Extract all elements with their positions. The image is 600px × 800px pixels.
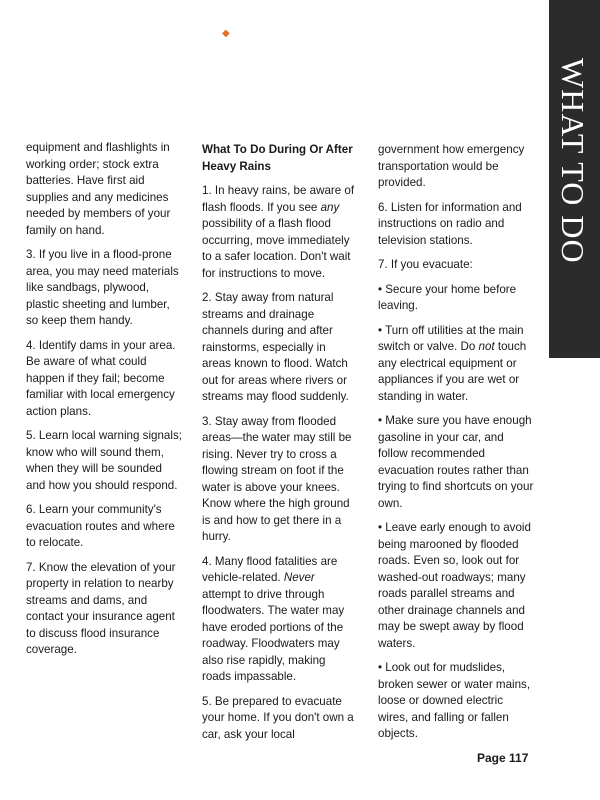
paragraph: 7. Know the elevation of your property in relation to nearby streams and dams, and contact your insurance agent to discuss flood insurance coverage. [26, 560, 176, 656]
section-tab-label: WHAT TO DO [555, 58, 591, 264]
emphasis: Never [283, 571, 315, 584]
paragraph: 4. Identify dams in your area. Be aware of what could happen if they fail; become familiar with local emergency action plans. [26, 338, 176, 418]
scan-mark: ◆ [222, 28, 230, 39]
text-run: • Turn off utilities at the main switch or valve. Do [378, 323, 524, 353]
text-run: 4. Many flood fatalities are vehicle-related. [202, 554, 338, 584]
emphasis: not [478, 340, 495, 353]
paragraph: government how emergency transportation would be provided. [378, 143, 525, 189]
text-run: attempt to drive through floodwaters. The water may have eroded portions of the roadway. Floodwaters may also rise rapidly, making roads impassable. [202, 587, 345, 683]
bullet-item: • Secure your home before leaving. [378, 282, 517, 312]
text-run: 1. In heavy rains, be aware of flash floods. If you see [202, 184, 355, 214]
bullet-item: • Leave early enough to avoid being marooned by flooded roads. Even so, look out for washed-out roadways; many roads parallel streams and other drainage channels and may be swept away by flood waters. [378, 521, 531, 650]
bullet-item: • Make sure you have enough gasoline in your car, and follow recommended evacuation routes rather than trying to find shortcuts on your own. [378, 414, 534, 510]
section-tab [549, 0, 600, 358]
paragraph: 5. Learn local warning signals; know who will sound them, when they will be sounded and how you should respond. [26, 429, 182, 492]
section-heading: What To Do During Or After Heavy Rains [202, 143, 353, 173]
paragraph [202, 183, 356, 282]
paragraph: 5. Be prepared to evacuate your home. If you don't own a car, ask your local [202, 694, 354, 741]
column-2 [202, 142, 356, 751]
paragraph: 3. If you live in a flood-prone area, you may need materials like sandbags, plywood, plastic sheeting and lumber, so keep them handy. [26, 248, 179, 327]
paragraph: 6. Listen for information and instructions on radio and television stations. [378, 200, 522, 247]
paragraph [202, 554, 356, 686]
paragraph: 7. If you evacuate: [378, 258, 473, 271]
page-number: Page 117 [477, 751, 529, 765]
paragraph: equipment and flashlights in working order; stock extra batteries. Have first aid supplies and any medicines needed by members of your family on hand. [26, 141, 171, 237]
paragraph: 6. Learn your community's evacuation routes and where to relocate. [26, 503, 175, 549]
paragraph: 3. Stay away from flooded areas—the water may still be rising. Never try to cross a flowing stream on foot if the water is above your knees. Know where the high ground is and how to get there in a hurry. [202, 414, 352, 543]
paragraph: 2. Stay away from natural streams and drainage channels during and after rainstorms, especially in areas known to flood. Watch out for areas where rivers or streams may flood suddenly. [202, 291, 349, 403]
text-run: touch any electrical equipment or appliances if you are wet or standing in water. [378, 340, 527, 403]
text-run: possibility of a flash flood occurring, move immediately to a safer location. Don't wait for instructions to move. [202, 217, 351, 280]
column-3 [378, 142, 534, 751]
bullet-item: • Look out for mudslides, broken sewer or water mains, loose or downed electric wires, and falling or fallen objects. [378, 661, 531, 740]
column-1 [26, 140, 182, 667]
bullet-item [378, 323, 534, 406]
emphasis: any [320, 200, 340, 214]
